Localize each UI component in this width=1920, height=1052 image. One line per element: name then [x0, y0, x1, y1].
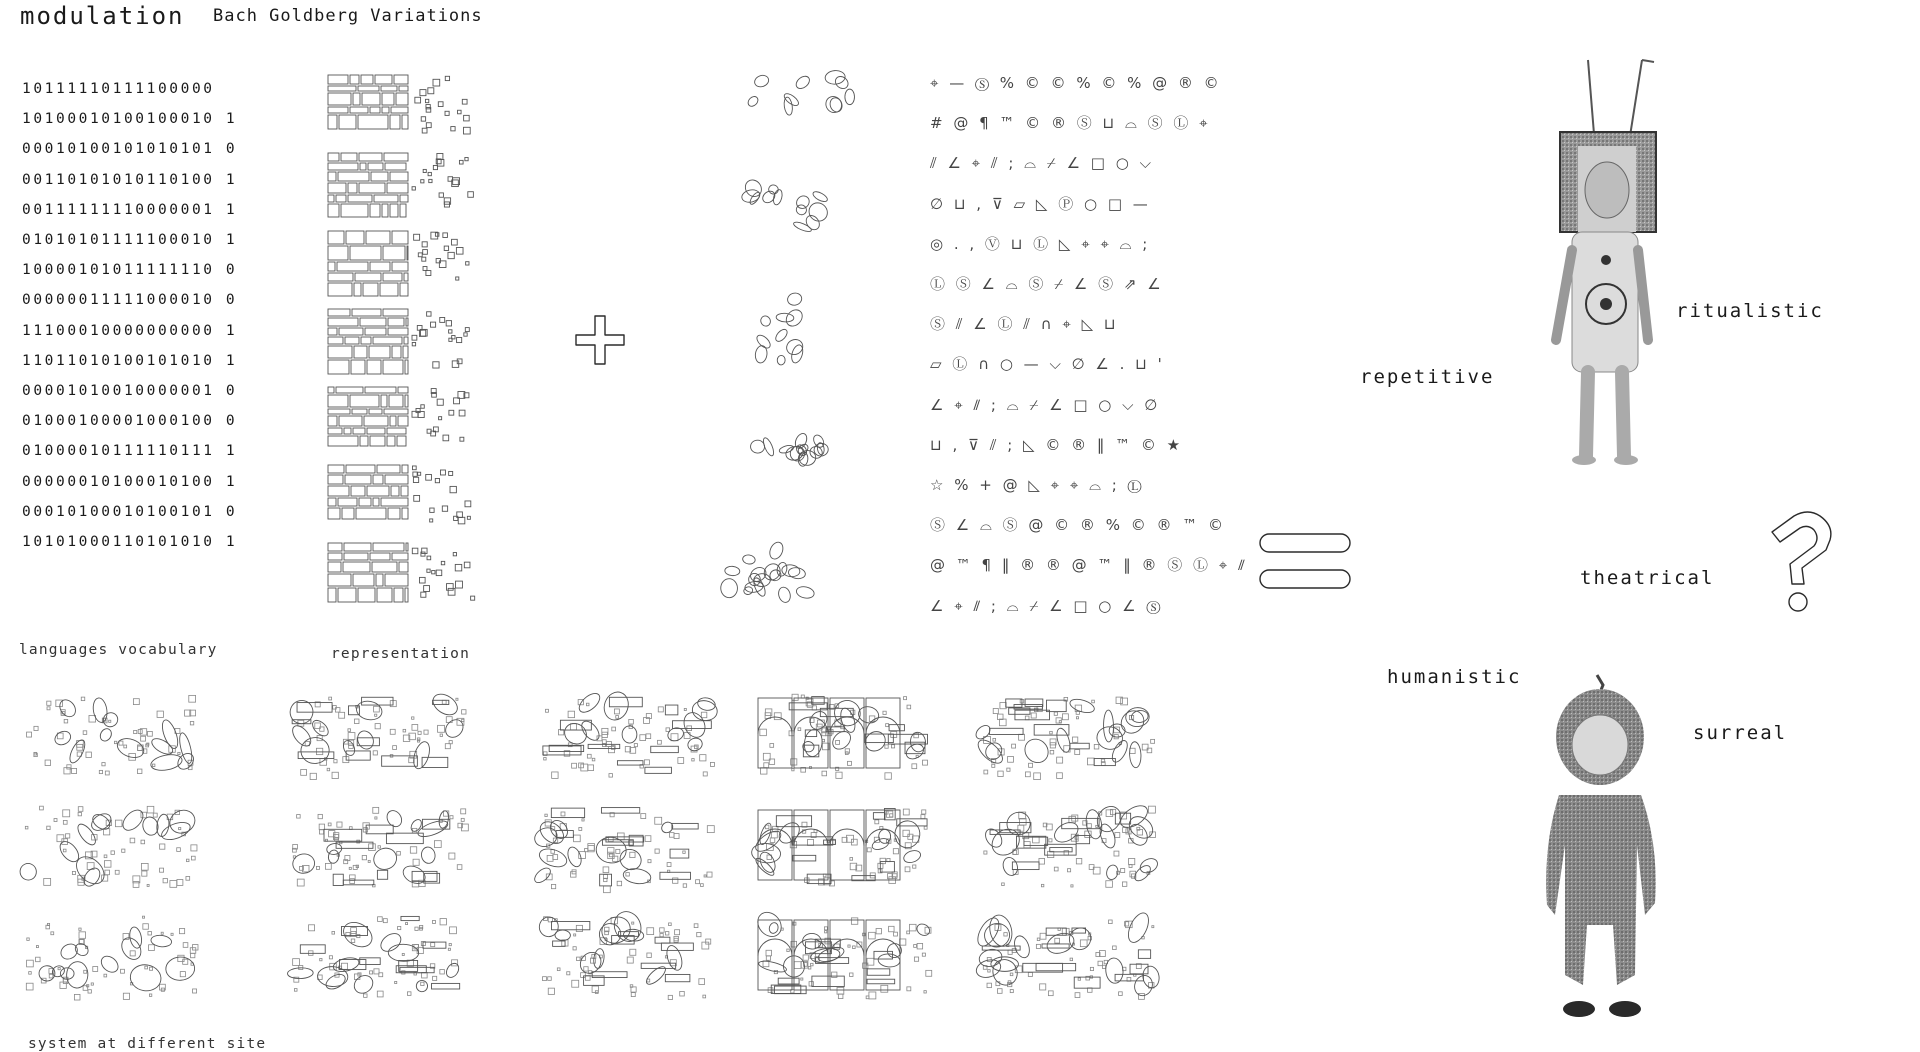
symbol-row: Ⓢ ∠ ⌓ Ⓢ @ © ® % © ® ™ ©	[930, 516, 1227, 535]
representation-grid	[20, 688, 1170, 1008]
symbol-row: ∠ ⌖ ⫽ ; ⌓ ⌿ ∠ □ ○ ⌵ ∅	[930, 395, 1161, 414]
representation-tile	[973, 697, 1154, 780]
question-mark-icon	[1760, 510, 1840, 620]
word-surreal: surreal	[1693, 722, 1788, 744]
representation-tile	[974, 910, 1161, 999]
representation-tile	[982, 801, 1160, 887]
flower-cluster	[746, 70, 854, 116]
representation-tile	[27, 695, 197, 775]
symbol-row: ∅ ⊔ , ⊽ ▱ ◺ Ⓟ ○ □ —	[930, 194, 1151, 213]
representation-tile	[758, 694, 927, 779]
rect-block	[328, 75, 470, 134]
binary-row: 10101000110101010 1	[22, 534, 238, 551]
representation-tile	[287, 690, 467, 780]
page-subtitle: Bach Goldberg Variations	[213, 6, 483, 26]
symbol-row: ⊔ , ⊽ ⫽ ; ◺ © ® ‖ ™ © ★	[930, 435, 1184, 454]
rectangle-pattern-column	[320, 75, 480, 605]
caption-languages-vocabulary: languages vocabulary	[19, 642, 218, 658]
rect-block	[328, 387, 469, 446]
representation-tile	[753, 908, 932, 999]
symbol-row: # @ ¶ ™ © ® Ⓢ ⊔ ⌓ Ⓢ Ⓛ ⌖	[930, 114, 1211, 133]
representation-tile	[18, 806, 199, 889]
word-theatrical: theatrical	[1580, 567, 1715, 589]
representation-tile	[538, 908, 711, 1000]
flower-cluster	[741, 177, 831, 234]
symbol-row: Ⓛ Ⓢ ∠ ⌓ Ⓢ ⌿ ∠ Ⓢ ⇗ ∠	[930, 275, 1164, 294]
binary-row: 00000011111000010 0	[22, 292, 238, 309]
symbol-row: ⌖ — Ⓢ % © © % © % @ ® ©	[930, 74, 1222, 92]
binary-row: 01010101111100010 1	[22, 232, 238, 249]
symbol-row: @ ™ ¶ ‖ ® ® @ ™ ‖ ® Ⓢ Ⓛ ⌖ ⫽	[930, 556, 1248, 575]
representation-tile	[287, 916, 461, 997]
flower-pattern-column	[720, 60, 860, 620]
representation-tile	[291, 807, 468, 887]
symbol-row: ◎ . , Ⓥ ⊔ Ⓛ ◺ ⌖ ⌖ ⌓ ;	[930, 234, 1151, 253]
symbol-row: ⫽ ∠ ⌖ ⫽ ; ⌓ ⌿ ∠ □ ○ ⌵	[930, 154, 1154, 173]
word-ritualistic: ritualistic	[1676, 300, 1824, 322]
binary-row: 10111110111100000	[22, 81, 215, 97]
word-humanistic: humanistic	[1387, 666, 1522, 688]
binary-row: 00110101010110100 1	[22, 171, 238, 188]
toddler-hooded-suit-photo	[1525, 675, 1675, 1035]
child-box-costume-photo	[1530, 60, 1660, 470]
flower-cluster	[750, 432, 829, 467]
binary-row: 01000010111110111 1	[22, 443, 238, 460]
flower-cluster	[754, 292, 805, 366]
rect-block	[328, 231, 469, 296]
flower-cluster	[721, 540, 816, 604]
binary-row: 11100010000000000 1	[22, 322, 238, 339]
caption-system-at-different-site: system at different site	[28, 1036, 267, 1052]
plus-icon	[572, 312, 628, 368]
rect-block	[328, 465, 471, 524]
symbol-row: ∠ ⌖ ⫽ ; ⌓ ⌿ ∠ □ ○ ∠ Ⓢ	[930, 596, 1164, 615]
representation-tile	[532, 808, 714, 893]
binary-row: 00010100010100101 0	[22, 503, 238, 520]
binary-row: 00000010100010100 1	[22, 473, 238, 490]
symbol-row: ▱ Ⓛ ∩ ○ — ⌵ ∅ ∠ . ⊔ '	[930, 355, 1165, 374]
page-title: modulation	[20, 2, 185, 30]
representation-tile	[751, 808, 927, 885]
word-repetitive: repetitive	[1360, 366, 1495, 388]
rect-block	[328, 153, 473, 217]
symbol-row: Ⓢ ⫽ ∠ Ⓛ ⫽ ∩ ⌖ ◺ ⊔	[930, 315, 1119, 334]
representation-tile	[543, 689, 719, 779]
caption-representation: representation	[331, 646, 471, 662]
binary-row: 11011010100101010 1	[22, 352, 238, 369]
representation-tile	[26, 916, 198, 1000]
binary-sequence-column	[22, 74, 237, 557]
rect-block	[328, 543, 475, 602]
binary-row: 00111111110000001 1	[22, 201, 238, 218]
symbol-row: ☆ % + @ ◺ ⌖ ⌖ ⌓ ; Ⓛ	[930, 476, 1145, 495]
rect-block	[328, 309, 469, 374]
symbol-glyph-column	[930, 63, 1248, 626]
equals-icon	[1256, 528, 1356, 598]
binary-row: 10000101011111110 0	[22, 262, 238, 279]
binary-row: 01000100001000100 0	[22, 413, 238, 430]
binary-row: 10100010100100010 1	[22, 111, 238, 128]
binary-row: 00001010010000001 0	[22, 383, 238, 400]
binary-row: 00010100101010101 0	[22, 141, 238, 158]
